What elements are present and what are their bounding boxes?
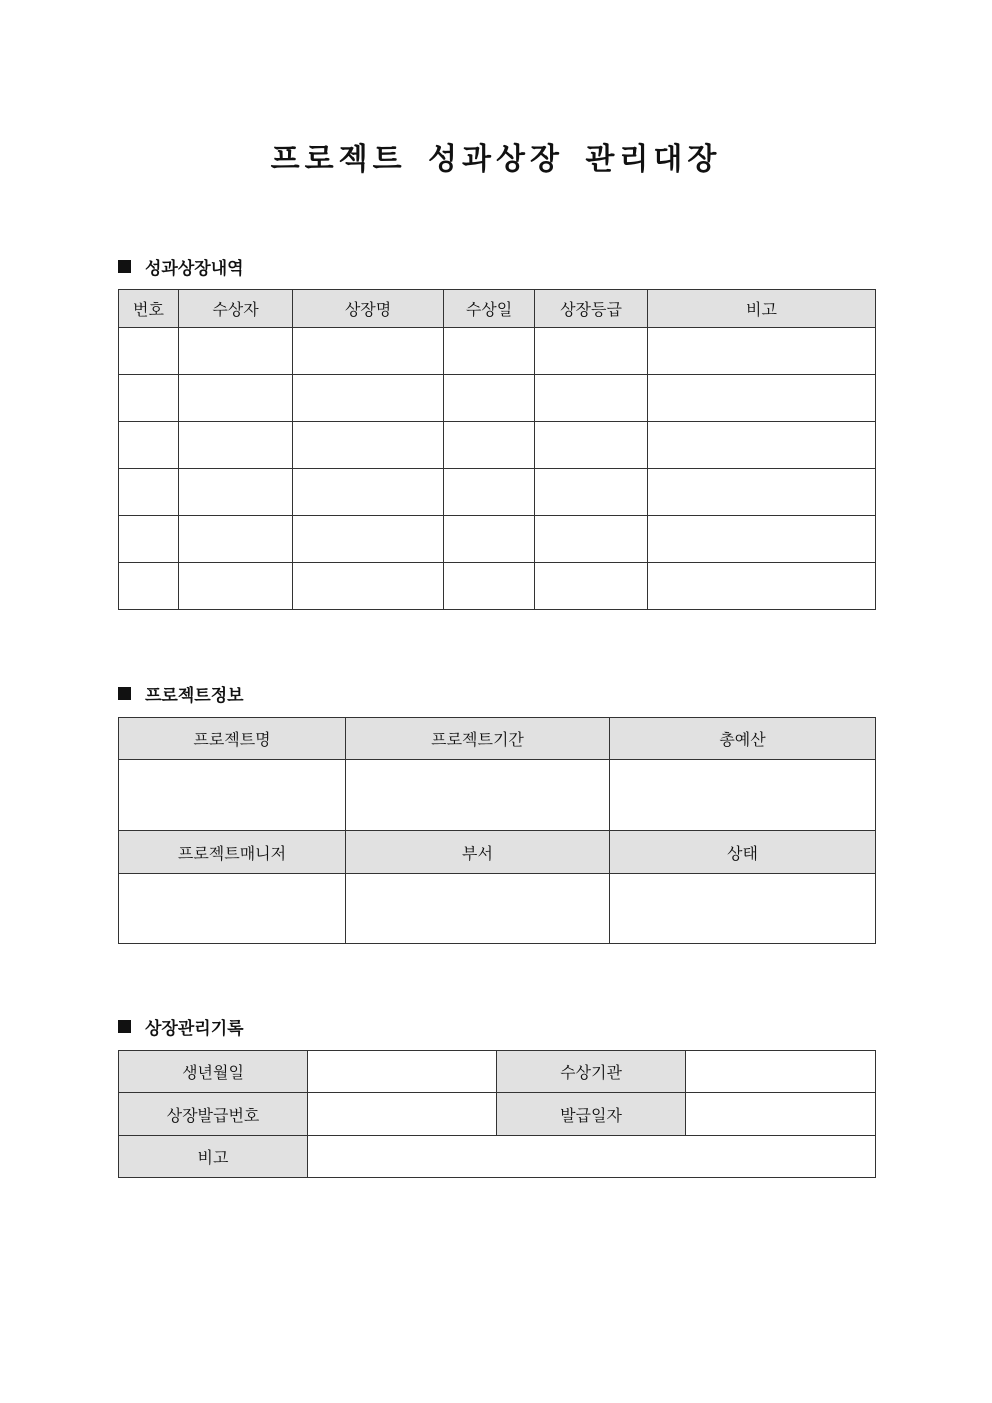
project-value-row: [119, 760, 876, 831]
square-bullet-icon: [118, 687, 131, 700]
column-header-remarks: 비고: [648, 290, 876, 328]
awards-table: [118, 289, 876, 610]
table-cell[interactable]: [179, 422, 293, 469]
records-row: [119, 1093, 876, 1136]
project-header-row: [119, 718, 876, 760]
table-cell[interactable]: [179, 469, 293, 516]
table-cell[interactable]: [119, 328, 179, 375]
section-heading-project: [118, 681, 244, 706]
table-cell[interactable]: [444, 563, 535, 610]
project-header-row: [119, 831, 876, 874]
table-cell[interactable]: [119, 422, 179, 469]
birth-date-field[interactable]: [308, 1051, 497, 1093]
table-cell[interactable]: [444, 469, 535, 516]
awards-header-row: [119, 290, 876, 328]
table-cell[interactable]: [293, 516, 444, 563]
section-heading-label: 성과상장내역: [145, 259, 244, 279]
table-cell[interactable]: [293, 328, 444, 375]
table-cell[interactable]: [648, 328, 876, 375]
table-row: [119, 328, 876, 375]
project-value-row: [119, 874, 876, 944]
table-row: [119, 422, 876, 469]
label-birth-date: 생년월일: [119, 1051, 308, 1093]
table-cell[interactable]: [293, 563, 444, 610]
document-title: 프로젝트 성과상장 관리대장: [270, 142, 722, 177]
table-cell[interactable]: [293, 375, 444, 422]
project-name-field[interactable]: [119, 760, 346, 831]
table-cell[interactable]: [535, 516, 648, 563]
table-cell[interactable]: [535, 563, 648, 610]
label-remarks: 비고: [119, 1136, 308, 1178]
table-cell[interactable]: [535, 375, 648, 422]
label-project-period: 프로젝트기간: [346, 718, 610, 760]
square-bullet-icon: [118, 260, 131, 273]
status-field[interactable]: [610, 874, 876, 944]
table-row: [119, 563, 876, 610]
table-cell[interactable]: [293, 422, 444, 469]
table-cell[interactable]: [648, 516, 876, 563]
table-cell[interactable]: [535, 328, 648, 375]
total-budget-field[interactable]: [610, 760, 876, 831]
section-heading-label: 프로젝트정보: [145, 686, 244, 706]
table-row: [119, 469, 876, 516]
label-project-manager: 프로젝트매니저: [119, 831, 346, 874]
project-manager-field[interactable]: [119, 874, 346, 944]
table-cell[interactable]: [119, 516, 179, 563]
column-header-award-date: 수상일: [444, 290, 535, 328]
table-cell[interactable]: [444, 422, 535, 469]
table-cell[interactable]: [648, 422, 876, 469]
table-cell[interactable]: [444, 375, 535, 422]
issuing-organization-field[interactable]: [686, 1051, 876, 1093]
label-issuing-organization: 수상기관: [497, 1051, 686, 1093]
table-cell[interactable]: [119, 375, 179, 422]
section-heading-label: 상장관리기록: [145, 1019, 244, 1039]
project-period-field[interactable]: [346, 760, 610, 831]
table-cell[interactable]: [293, 469, 444, 516]
department-field[interactable]: [346, 874, 610, 944]
records-row: [119, 1136, 876, 1178]
table-cell[interactable]: [119, 563, 179, 610]
column-header-award-grade: 상장등급: [535, 290, 648, 328]
table-cell[interactable]: [179, 563, 293, 610]
table-cell[interactable]: [535, 422, 648, 469]
remarks-field[interactable]: [308, 1136, 876, 1178]
table-cell[interactable]: [648, 469, 876, 516]
table-cell[interactable]: [648, 563, 876, 610]
label-certificate-number: 상장발급번호: [119, 1093, 308, 1136]
label-status: 상태: [610, 831, 876, 874]
column-header-recipient: 수상자: [179, 290, 293, 328]
certificate-number-field[interactable]: [308, 1093, 497, 1136]
award-records-table: [118, 1050, 876, 1178]
section-heading-records: [118, 1014, 244, 1039]
label-department: 부서: [346, 831, 610, 874]
table-cell[interactable]: [179, 516, 293, 563]
project-info-table: [118, 717, 876, 944]
section-heading-awards: [118, 254, 244, 279]
table-cell[interactable]: [535, 469, 648, 516]
label-total-budget: 총예산: [610, 718, 876, 760]
label-project-name: 프로젝트명: [119, 718, 346, 760]
table-row: [119, 375, 876, 422]
table-row: [119, 516, 876, 563]
records-row: [119, 1051, 876, 1093]
table-cell[interactable]: [119, 469, 179, 516]
table-cell[interactable]: [444, 328, 535, 375]
table-cell[interactable]: [444, 516, 535, 563]
label-issue-date: 발급일자: [497, 1093, 686, 1136]
column-header-award-name: 상장명: [293, 290, 444, 328]
table-cell[interactable]: [179, 375, 293, 422]
table-cell[interactable]: [648, 375, 876, 422]
table-cell[interactable]: [179, 328, 293, 375]
square-bullet-icon: [118, 1020, 131, 1033]
column-header-no: 번호: [119, 290, 179, 328]
issue-date-field[interactable]: [686, 1093, 876, 1136]
